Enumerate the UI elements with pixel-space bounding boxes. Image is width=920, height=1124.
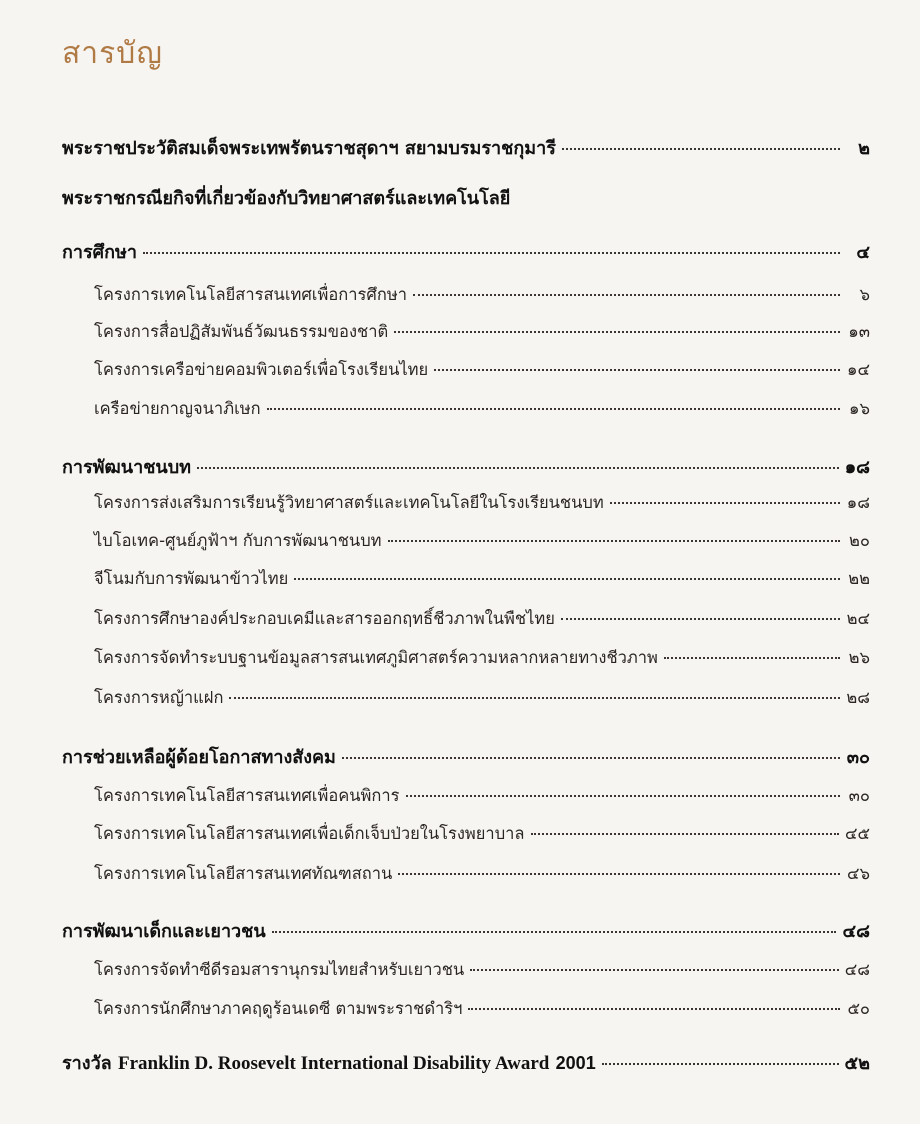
toc-entry-label: การช่วยเหลือผู้ด้อยโอกาสทางสังคม: [62, 747, 336, 768]
toc-entry[interactable]: [62, 1048, 870, 1077]
toc-entry-label: โครงการเทคโนโลยีสารสนเทศเพื่อการศึกษา: [94, 285, 407, 304]
toc-entry[interactable]: [94, 319, 870, 345]
toc-entry[interactable]: [62, 916, 870, 945]
dot-leader: [610, 502, 840, 504]
dot-leader: [562, 148, 840, 150]
toc-entry-page: ๔๕: [845, 824, 870, 843]
toc-entry-page: ๑๘: [846, 493, 870, 512]
toc-entry[interactable]: [94, 396, 870, 422]
toc-entry-page: ๒๐: [849, 531, 870, 550]
toc-entry-page: ๔๘: [844, 960, 870, 979]
toc-entry[interactable]: [94, 490, 870, 516]
toc-entry-page: ๑๓: [848, 322, 870, 341]
toc-entry[interactable]: [94, 528, 870, 554]
toc-entry-label: โครงการสื่อปฏิสัมพันธ์วัฒนธรรมของชาติ: [94, 322, 389, 341]
dot-leader: [272, 931, 837, 933]
toc-entry-label: การพัฒนาเด็กและเยาวชน: [62, 921, 266, 942]
toc-entry-label: [62, 1048, 596, 1077]
dot-leader: [229, 697, 840, 699]
toc-entry-label: พระราชประวัติสมเด็จพระเทพรัตนราชสุดาฯ สยามบรมราชกุมารี: [62, 138, 556, 159]
toc-entry-label: โครงการจัดทำซีดีรอมสารานุกรมไทยสำหรับเยาวชน: [94, 960, 465, 979]
toc-entry[interactable]: [94, 566, 870, 592]
toc-entry-page: ๒: [858, 138, 870, 159]
toc-entry-page: ๕๒: [844, 1053, 870, 1074]
toc-entry[interactable]: [62, 452, 870, 481]
award-label-year: 2001: [555, 1053, 596, 1073]
toc-entry-page: ๖: [859, 285, 870, 304]
toc-entry[interactable]: [94, 996, 870, 1022]
toc-entry[interactable]: [62, 133, 870, 162]
toc-entry-label: โครงการเทคโนโลยีสารสนเทศทัณฑสถาน: [94, 864, 393, 883]
dot-leader: [398, 873, 840, 875]
toc-entry-label: โครงการเครือข่ายคอมพิวเตอร์เพื่อโรงเรียนไทย: [94, 360, 429, 379]
toc-entry-label: โครงการเทคโนโลยีสารสนเทศเพื่อเด็กเจ็บป่วยในโรงพยาบาล: [94, 824, 525, 843]
dot-leader: [664, 657, 840, 659]
toc-entry-label: โครงการเทคโนโลยีสารสนเทศเพื่อคนพิการ: [94, 786, 400, 805]
dot-leader: [470, 969, 839, 971]
toc-entry[interactable]: [94, 282, 870, 308]
toc-entry-page: ๑๔: [847, 360, 870, 379]
dot-leader: [406, 795, 840, 797]
toc-entry-label: การพัฒนาชนบท: [62, 457, 192, 478]
dot-leader: [531, 833, 839, 835]
toc-entry[interactable]: [94, 861, 870, 887]
dot-leader: [602, 1063, 839, 1065]
toc-entry-label: เครือข่ายกาญจนาภิเษก: [94, 399, 261, 418]
dot-leader: [294, 578, 840, 580]
toc-entry-page: ๑๖: [849, 399, 870, 418]
toc-entry-page: ๒๔: [846, 609, 870, 628]
toc-entry-label: ไบโอเทค-ศูนย์ภูฟ้าฯ กับการพัฒนาชนบท: [94, 531, 382, 550]
toc-entry-page: ๔๖: [847, 864, 870, 883]
dot-leader: [388, 540, 840, 542]
award-label-thai: รางวัล: [62, 1053, 112, 1074]
dot-leader: [394, 331, 840, 333]
dot-leader: [434, 369, 840, 371]
toc-entry-page: ๔: [856, 242, 870, 263]
toc-entry-page: ๒๖: [848, 648, 870, 667]
toc-entry[interactable]: [94, 645, 870, 671]
dot-leader: [197, 467, 839, 469]
toc-entry-label: การศึกษา: [62, 242, 137, 263]
toc-entry[interactable]: [62, 237, 870, 266]
toc-entry-page: ๓๐: [848, 786, 870, 805]
toc-entry[interactable]: [94, 957, 870, 983]
toc-entry[interactable]: [94, 357, 870, 383]
toc-entry-page: ๒๘: [846, 688, 870, 707]
toc-entry-page: ๕๐: [847, 999, 870, 1018]
dot-leader: [267, 408, 840, 410]
award-label-english: Franklin D. Roosevelt International Disability Award: [117, 1053, 550, 1074]
toc-entry-page: ๔๘: [842, 921, 870, 942]
toc-entry-page: ๒๒: [848, 569, 870, 588]
page-title: สารบัญ: [62, 36, 163, 71]
toc-entry[interactable]: [94, 783, 870, 809]
toc-entry-page: ๑๘: [844, 457, 870, 478]
dot-leader: [413, 294, 840, 296]
toc-section-heading: พระราชกรณียกิจที่เกี่ยวข้องกับวิทยาศาสตร์และเทคโนโลยี: [62, 188, 511, 209]
toc-entry[interactable]: [94, 821, 870, 847]
toc-entry-label: โครงการจัดทำระบบฐานข้อมูลสารสนเทศภูมิศาสตร์ความหลากหลายทางชีวภาพ: [94, 648, 658, 667]
toc-entry-label: จีโนมกับการพัฒนาข้าวไทย: [94, 569, 289, 588]
dot-leader: [342, 757, 840, 759]
toc-entry[interactable]: [94, 606, 870, 632]
toc-entry-label: โครงการศึกษาองค์ประกอบเคมีและสารออกฤทธิ์ชีวภาพในพืชไทย: [94, 609, 555, 628]
toc-entry-page: ๓๐: [846, 747, 870, 768]
dot-leader: [561, 618, 840, 620]
dot-leader: [468, 1008, 840, 1010]
toc-entry[interactable]: [62, 742, 870, 771]
toc-entry-label: โครงการนักศึกษาภาคฤดูร้อนเดซี ตามพระราชดำริฯ: [94, 999, 463, 1018]
toc-entry[interactable]: [94, 685, 870, 711]
toc-entry-label: โครงการส่งเสริมการเรียนรู้วิทยาศาสตร์และเทคโนโลยีในโรงเรียนชนบท: [94, 493, 604, 512]
dot-leader: [143, 252, 840, 254]
toc-entry-label: โครงการหญ้าแฝก: [94, 688, 224, 707]
